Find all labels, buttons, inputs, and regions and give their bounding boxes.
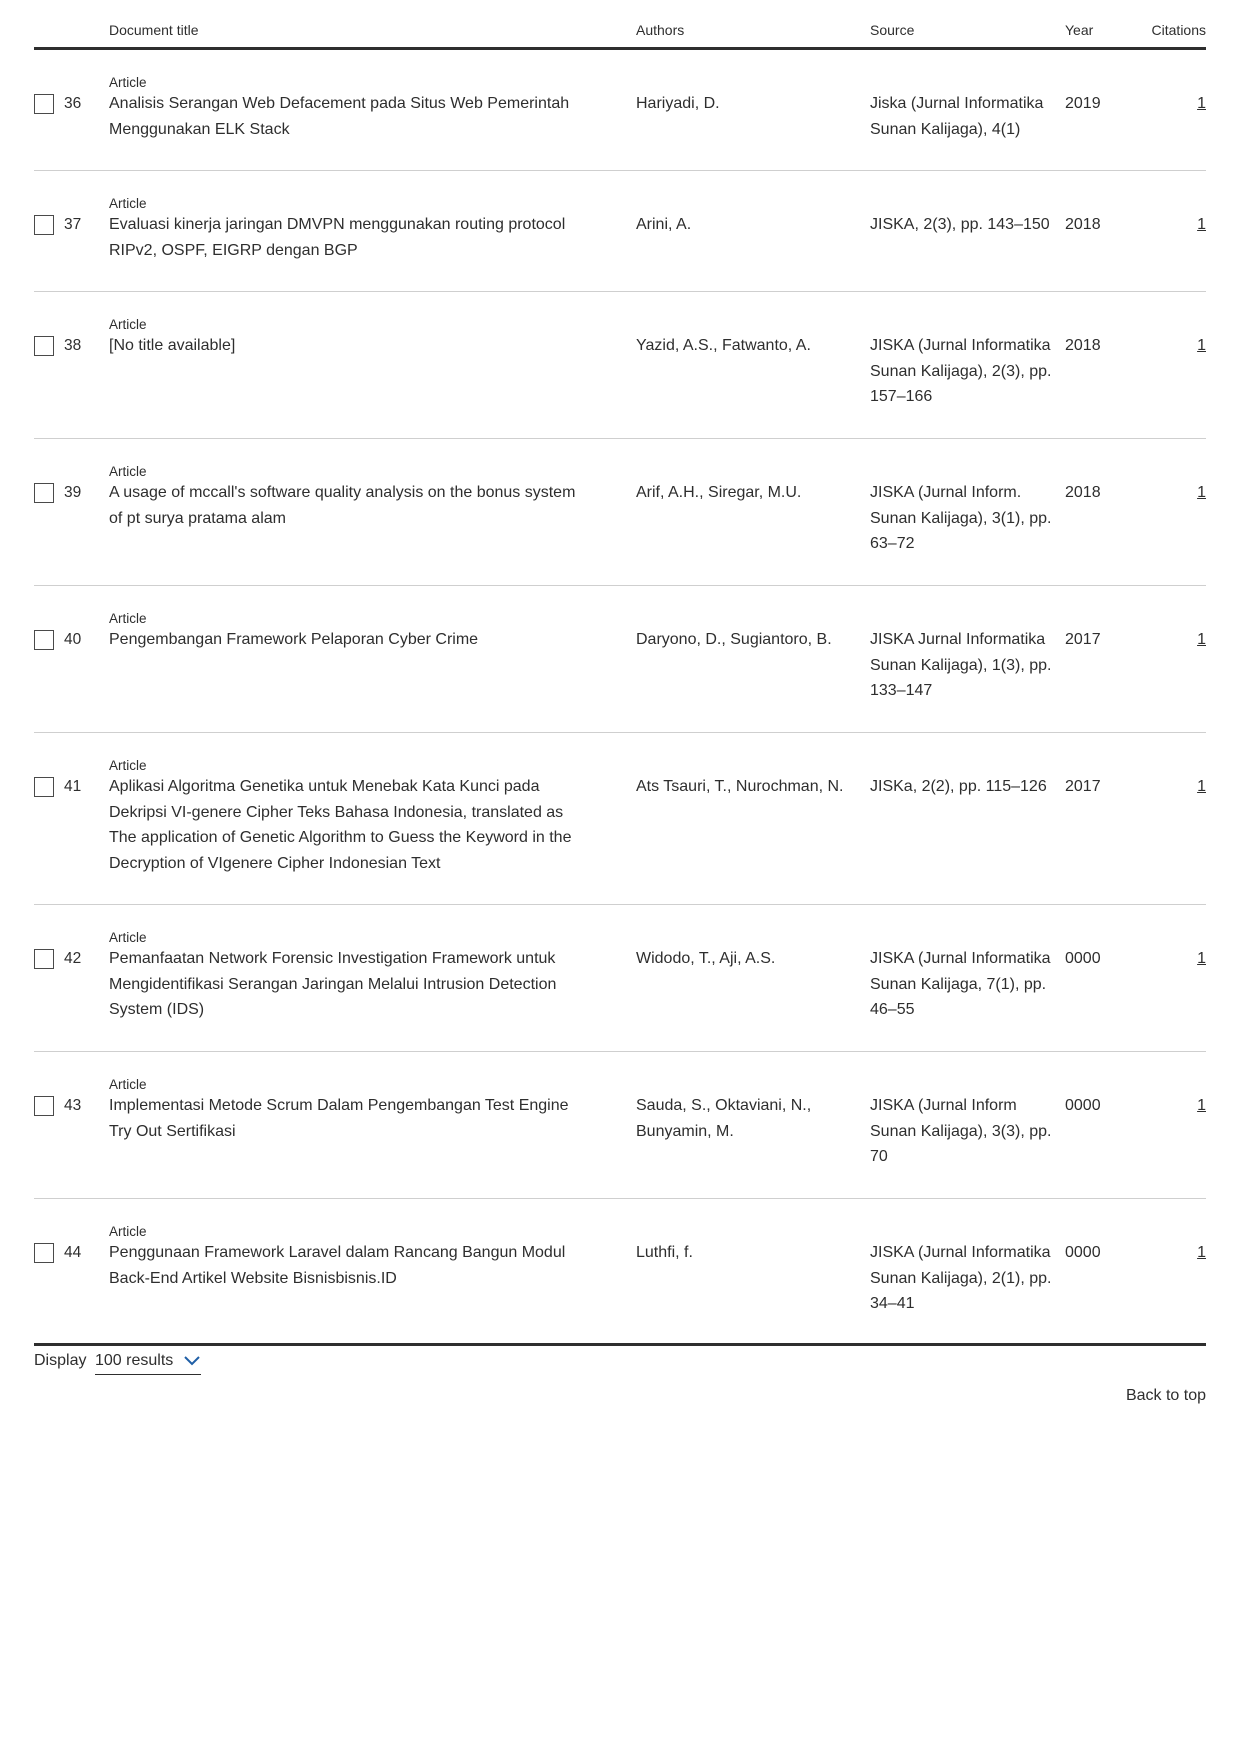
document-title-link[interactable]: Pemanfaatan Network Forensic Investigation Framework untuk Mengidentifikasi Serangan Jaringan Melalui Intrusion Detection System (IDS) bbox=[109, 950, 557, 1018]
authors-text[interactable]: Luthfi, f. bbox=[636, 1244, 693, 1261]
authors-text[interactable]: Arif, A.H., Siregar, M.U. bbox=[636, 484, 802, 501]
document-title-link[interactable]: Evaluasi kinerja jaringan DMVPN menggunakan routing protocol RIPv2, OSPF, EIGRP dengan BGP bbox=[109, 216, 566, 259]
document-type: Article bbox=[109, 196, 147, 211]
table-row bbox=[34, 586, 1206, 733]
document-type: Article bbox=[109, 1224, 147, 1239]
row-number: 44 bbox=[64, 1244, 82, 1261]
column-header-document-title[interactable]: Document title bbox=[109, 22, 199, 38]
citations-link[interactable]: 1 bbox=[1197, 216, 1206, 233]
source-text: JISKA (Jurnal Inform. Sunan Kalijaga), 3(1), pp. 63–72 bbox=[870, 484, 1052, 552]
table-header bbox=[34, 0, 1206, 50]
row-number: 39 bbox=[64, 484, 82, 501]
table-row bbox=[34, 171, 1206, 292]
year-text: 2018 bbox=[1065, 337, 1101, 354]
document-type: Article bbox=[109, 758, 147, 773]
source-text: JISKA (Jurnal Informatika Sunan Kalijaga), 2(1), pp. 34–41 bbox=[870, 1244, 1052, 1312]
document-type: Article bbox=[109, 75, 147, 90]
document-type: Article bbox=[109, 611, 147, 626]
year-text: 2018 bbox=[1065, 216, 1101, 233]
document-title-link[interactable]: Aplikasi Algoritma Genetika untuk Menebak Kata Kunci pada Dekripsi VI-genere Cipher Teks Bahasa Indonesia, translated as The application of Genetic Algorithm to Guess the Keyword in the Decryption of VIgenere Cipher Indonesian Text bbox=[109, 778, 572, 872]
table-row bbox=[34, 733, 1206, 905]
year-text: 2018 bbox=[1065, 484, 1101, 501]
document-type: Article bbox=[109, 317, 147, 332]
table-row bbox=[34, 292, 1206, 439]
document-title-link[interactable]: Implementasi Metode Scrum Dalam Pengembangan Test Engine Try Out Sertifikasi bbox=[109, 1097, 569, 1140]
source-text: JISKA (Jurnal Inform Sunan Kalijaga), 3(3), pp. 70 bbox=[870, 1097, 1052, 1165]
citations-link[interactable]: 1 bbox=[1197, 778, 1206, 795]
document-type: Article bbox=[109, 930, 147, 945]
citations-link[interactable]: 1 bbox=[1197, 95, 1206, 112]
authors-text[interactable]: Daryono, D., Sugiantoro, B. bbox=[636, 631, 832, 648]
authors-text[interactable]: Yazid, A.S., Fatwanto, A. bbox=[636, 337, 811, 354]
chevron-down-icon bbox=[183, 1354, 201, 1366]
document-type: Article bbox=[109, 1077, 147, 1092]
row-number: 43 bbox=[64, 1097, 82, 1114]
row-select-checkbox[interactable] bbox=[34, 1096, 54, 1116]
source-text: JISKA (Jurnal Informatika Sunan Kalijaga, 7(1), pp. 46–55 bbox=[870, 950, 1051, 1018]
year-text: 2017 bbox=[1065, 631, 1101, 648]
citations-link[interactable]: 1 bbox=[1197, 950, 1206, 967]
row-select-checkbox[interactable] bbox=[34, 336, 54, 356]
source-text: JISKA Jurnal Informatika Sunan Kalijaga), 1(3), pp. 133–147 bbox=[870, 631, 1052, 699]
row-select-checkbox[interactable] bbox=[34, 1243, 54, 1263]
citations-link[interactable]: 1 bbox=[1197, 1244, 1206, 1261]
source-text: JISKA, 2(3), pp. 143–150 bbox=[870, 216, 1050, 233]
year-text: 2017 bbox=[1065, 778, 1101, 795]
year-text: 0000 bbox=[1065, 950, 1101, 967]
row-select-checkbox[interactable] bbox=[34, 777, 54, 797]
back-to-top-link[interactable]: Back to top bbox=[1125, 1387, 1206, 1404]
row-number: 41 bbox=[64, 778, 82, 795]
citations-link[interactable]: 1 bbox=[1197, 1097, 1206, 1114]
document-title-link[interactable]: A usage of mccall's software quality analysis on the bonus system of pt surya pratama alam bbox=[109, 484, 576, 527]
results-table bbox=[34, 0, 1206, 1346]
source-text: JISKA (Jurnal Informatika Sunan Kalijaga), 2(3), pp. 157–166 bbox=[870, 337, 1052, 405]
results-per-page-value: 100 results bbox=[95, 1352, 174, 1369]
row-select-checkbox[interactable] bbox=[34, 949, 54, 969]
row-select-checkbox[interactable] bbox=[34, 215, 54, 235]
authors-text[interactable]: Hariyadi, D. bbox=[636, 95, 720, 112]
row-select-checkbox[interactable] bbox=[34, 630, 54, 650]
column-header-citations[interactable]: Citations bbox=[1151, 22, 1206, 38]
document-title-link[interactable]: Pengembangan Framework Pelaporan Cyber Crime bbox=[109, 631, 479, 648]
citations-link[interactable]: 1 bbox=[1197, 337, 1206, 354]
authors-text[interactable]: Arini, A. bbox=[636, 216, 692, 233]
authors-text[interactable]: Sauda, S., Oktaviani, N., Bunyamin, M. bbox=[636, 1097, 812, 1140]
authors-text[interactable]: Widodo, T., Aji, A.S. bbox=[636, 950, 776, 967]
column-header-year[interactable]: Year bbox=[1065, 22, 1094, 38]
authors-text[interactable]: Ats Tsauri, T., Nurochman, N. bbox=[636, 778, 844, 795]
row-number: 40 bbox=[64, 631, 82, 648]
table-row bbox=[34, 439, 1206, 586]
row-number: 37 bbox=[64, 216, 82, 233]
document-title-link[interactable]: Penggunaan Framework Laravel dalam Rancang Bangun Modul Back-End Artikel Website Bisnisbisnis.ID bbox=[109, 1244, 566, 1287]
row-number: 36 bbox=[64, 95, 82, 112]
row-number: 42 bbox=[64, 950, 82, 967]
citations-link[interactable]: 1 bbox=[1197, 484, 1206, 501]
column-header-authors[interactable]: Authors bbox=[636, 22, 685, 38]
row-select-checkbox[interactable] bbox=[34, 94, 54, 114]
row-number: 38 bbox=[64, 337, 82, 354]
table-row bbox=[34, 50, 1206, 171]
source-text: JISKa, 2(2), pp. 115–126 bbox=[870, 778, 1047, 795]
document-title-link[interactable]: Analisis Serangan Web Defacement pada Situs Web Pemerintah Menggunakan ELK Stack bbox=[109, 95, 570, 138]
display-label: Display bbox=[34, 1352, 87, 1369]
citations-link[interactable]: 1 bbox=[1197, 631, 1206, 648]
source-text: Jiska (Jurnal Informatika Sunan Kalijaga), 4(1) bbox=[870, 95, 1044, 138]
year-text: 0000 bbox=[1065, 1097, 1101, 1114]
document-title-link[interactable]: [No title available] bbox=[109, 337, 236, 354]
results-per-page-select[interactable] bbox=[95, 1348, 201, 1375]
row-select-checkbox[interactable] bbox=[34, 483, 54, 503]
year-text: 2019 bbox=[1065, 95, 1101, 112]
results-footer bbox=[34, 1348, 1206, 1378]
column-header-source[interactable]: Source bbox=[870, 22, 915, 38]
table-row bbox=[34, 1052, 1206, 1199]
table-row bbox=[34, 905, 1206, 1052]
year-text: 0000 bbox=[1065, 1244, 1101, 1261]
table-row bbox=[34, 1199, 1206, 1346]
document-type: Article bbox=[109, 464, 147, 479]
